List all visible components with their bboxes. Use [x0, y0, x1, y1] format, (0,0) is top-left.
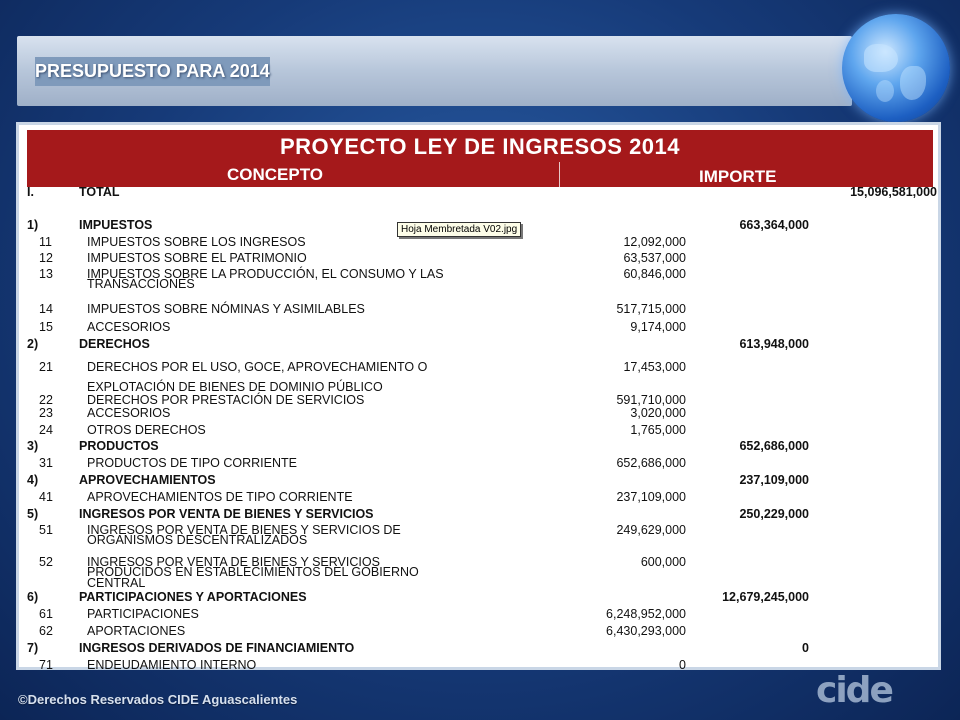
title-strip: [17, 36, 852, 106]
document-title: PROYECTO LEY DE INGRESOS 2014: [279, 134, 681, 159]
row-label: EXPLOTACIÓN DE BIENES DE DOMINIO PÚBLICO: [87, 380, 383, 394]
row-code: 7): [27, 641, 39, 655]
row-code: 2): [27, 337, 39, 351]
row-label-cont: PRODUCIDOS EN ESTABLECIMIENTOS DEL GOBIERNO: [87, 565, 419, 579]
row-detail-amount: 6,248,952,000: [606, 607, 686, 621]
row-detail-amount: 9,174,000: [630, 320, 686, 334]
row-code: 3): [27, 439, 39, 453]
row-label: ACCESORIOS: [87, 320, 171, 334]
row-subtotal-amount: 237,109,000: [739, 473, 809, 487]
row-label: INGRESOS POR VENTA DE BIENES Y SERVICIOS: [79, 507, 374, 521]
row-subtotal-amount: 250,229,000: [739, 507, 809, 521]
row-detail-amount: 600,000: [640, 555, 686, 569]
row-label: INGRESOS POR VENTA DE BIENES Y SERVICIOS DE: [87, 523, 401, 537]
row-detail-amount: 60,846,000: [623, 267, 686, 281]
row-label-cont: CENTRAL: [87, 576, 146, 590]
row-subtotal-amount: 663,364,000: [739, 218, 809, 232]
row-label: IMPUESTOS SOBRE LA PRODUCCIÓN, EL CONSUMO Y LAS: [87, 267, 444, 281]
slide-title: PRESUPUESTO PARA 2014: [35, 57, 270, 86]
row-detail-amount: 1,765,000: [630, 423, 686, 437]
row-subtotal-amount: 652,686,000: [739, 439, 809, 453]
row-label: TOTAL: [79, 185, 120, 199]
row-code: 61: [39, 607, 53, 621]
row-label: INGRESOS POR VENTA DE BIENES Y SERVICIOS: [87, 555, 380, 569]
row-code: 11: [39, 235, 52, 249]
row-code: 13: [39, 267, 53, 281]
row-code: 12: [39, 251, 53, 265]
row-detail-amount: 12,092,000: [623, 235, 686, 249]
slide-title-bar: [17, 36, 852, 106]
row-label-cont: ORGANISMOS DESCENTRALIZADOS: [87, 533, 308, 547]
row-label: PRODUCTOS: [79, 439, 159, 453]
row-label: ACCESORIOS: [87, 406, 171, 420]
row-label: PRODUCTOS DE TIPO CORRIENTE: [87, 456, 297, 470]
row-code: 5): [27, 507, 39, 521]
row-subtotal-amount: 12,679,245,000: [722, 590, 809, 604]
row-detail-amount: 3,020,000: [630, 406, 686, 420]
row-code: 14: [39, 302, 53, 316]
row-code: 52: [39, 555, 53, 569]
row-detail-amount: 17,453,000: [623, 360, 686, 374]
row-detail-amount: 6,430,293,000: [606, 624, 686, 638]
row-code: 51: [39, 523, 53, 537]
row-code: I.: [27, 185, 34, 199]
row-code: 23: [39, 406, 53, 420]
globe-landmass: [876, 80, 894, 102]
row-label: APORTACIONES: [87, 624, 186, 638]
row-code: 4): [27, 473, 39, 487]
row-label: IMPUESTOS SOBRE EL PATRIMONIO: [87, 251, 307, 265]
row-label: DERECHOS: [79, 337, 150, 351]
row-label: IMPUESTOS SOBRE LOS INGRESOS: [87, 235, 306, 249]
row-code: 15: [39, 320, 53, 334]
globe-icon: [842, 14, 950, 122]
row-detail-amount: 517,715,000: [616, 302, 686, 316]
row-label: IMPUESTOS: [79, 218, 153, 232]
row-label: INGRESOS DERIVADOS DE FINANCIAMIENTO: [79, 641, 355, 655]
row-code: 21: [39, 360, 53, 374]
row-detail-amount: 0: [679, 658, 686, 672]
cide-logo: cide: [816, 670, 892, 711]
row-detail-amount: 249,629,000: [616, 523, 686, 537]
row-code: 71: [39, 658, 53, 672]
row-detail-amount: 237,109,000: [616, 490, 686, 504]
income-table: [19, 125, 938, 672]
row-code: 1): [27, 218, 39, 232]
column-header-importe: IMPORTE: [699, 167, 777, 186]
row-label: APROVECHAMIENTOS DE TIPO CORRIENTE: [87, 490, 353, 504]
row-label: DERECHOS POR PRESTACIÓN DE SERVICIOS: [87, 393, 365, 407]
row-code: 62: [39, 624, 53, 638]
row-code: 6): [27, 590, 39, 604]
row-code: 41: [39, 490, 53, 504]
row-detail-amount: 63,537,000: [623, 251, 686, 265]
row-label: PARTICIPACIONES: [87, 607, 199, 621]
row-label: ENDEUDAMIENTO INTERNO: [87, 658, 257, 672]
row-total-amount: 15,096,581,000: [850, 185, 937, 199]
row-label: OTROS DERECHOS: [87, 423, 206, 437]
row-subtotal-amount: 0: [802, 641, 809, 655]
row-label-cont: TRANSACCIONES: [87, 277, 195, 291]
row-detail-amount: 591,710,000: [616, 393, 686, 407]
row-code: 22: [39, 393, 53, 407]
column-header-concepto: CONCEPTO: [227, 165, 324, 184]
row-label: IMPUESTOS SOBRE NÓMINAS Y ASIMILABLES: [87, 302, 365, 316]
row-subtotal-amount: 613,948,000: [739, 337, 809, 351]
row-detail-amount: 652,686,000: [616, 456, 686, 470]
row-label: DERECHOS POR EL USO, GOCE, APROVECHAMIENTO O: [87, 360, 428, 374]
row-label: PARTICIPACIONES Y APORTACIONES: [79, 590, 307, 604]
copyright-footer: ©Derechos Reservados CIDE Aguascalientes: [18, 692, 298, 707]
image-tooltip: Hoja Membretada V02.jpg: [397, 222, 521, 237]
document-image: [16, 122, 941, 670]
row-label: APROVECHAMIENTOS: [79, 473, 216, 487]
globe-landmass: [864, 44, 898, 72]
row-code: 24: [39, 423, 53, 437]
globe-landmass: [900, 66, 926, 100]
row-code: 31: [39, 456, 53, 470]
